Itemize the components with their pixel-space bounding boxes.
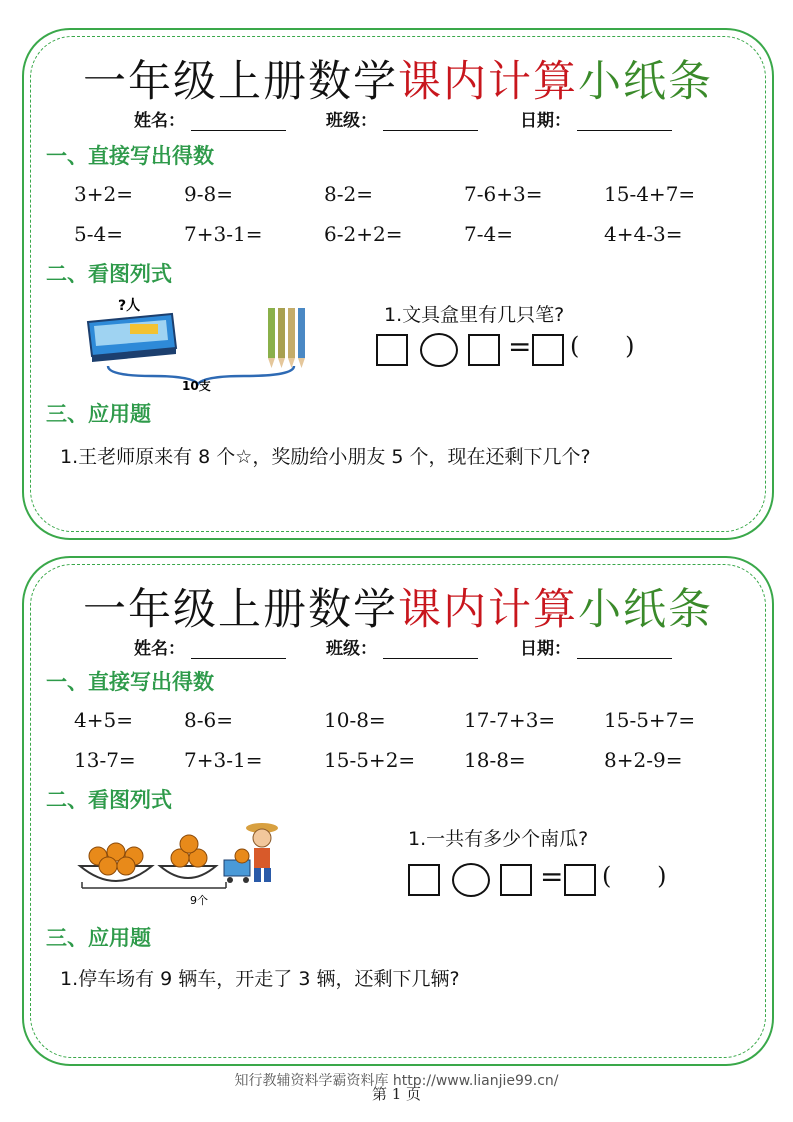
problem-row-1 <box>74 708 754 738</box>
equals-sign: = <box>508 330 532 363</box>
word-problem: 1.王老师原来有 8 个☆，奖励给小朋友 5 个，现在还剩下几个? <box>60 446 591 468</box>
answer-box[interactable] <box>408 864 440 896</box>
problem: 8-2= <box>324 182 373 206</box>
problem: 10-8= <box>324 708 386 732</box>
problem: 9-8= <box>184 182 233 206</box>
problem: 8+2-9= <box>604 748 683 772</box>
problem: 4+4-3= <box>604 222 683 246</box>
answer-box[interactable] <box>468 334 500 366</box>
section-heading-2: 二、看图列式 <box>46 788 172 812</box>
problem: 3+2= <box>74 182 133 206</box>
problem: 13-7= <box>74 748 136 772</box>
problem-row-1 <box>74 182 754 212</box>
name-field[interactable]: 姓名： <box>134 106 286 131</box>
section-heading-1: 一、直接写出得数 <box>46 670 214 694</box>
farmer-cart-icon <box>224 823 278 883</box>
footer-source: 知行教辅资料学霸资料库 http://www.lianjie99.cn/ <box>234 1073 559 1089</box>
card-title: 一年级上册数学课内计算小纸条 <box>83 57 713 107</box>
page-number: 第 1 页 <box>371 1085 422 1103</box>
section-heading-2: 二、看图列式 <box>46 262 172 286</box>
problem: 7-6+3= <box>464 182 543 206</box>
problem: 8-6= <box>184 708 233 732</box>
problem: 15-5+7= <box>604 708 696 732</box>
section-heading-3: 三、应用题 <box>46 926 151 950</box>
word-problem: 1.停车场有 9 辆车，开走了 3 辆，还剩下几辆? <box>60 968 460 990</box>
pumpkin-plate-icon <box>160 835 216 878</box>
problem-row-2 <box>74 222 754 252</box>
problem: 7+3-1= <box>184 748 263 772</box>
picture-question: 1.一共有多少个南瓜? <box>408 828 589 850</box>
pencil-case-icon <box>88 314 176 362</box>
pencil-box-picture <box>80 292 320 394</box>
class-field[interactable]: 班级： <box>326 634 478 659</box>
pumpkin-picture <box>76 816 286 912</box>
problem: 5-4= <box>74 222 123 246</box>
problem: 4+5= <box>74 708 133 732</box>
problem-row-2 <box>74 748 754 778</box>
answer-box[interactable] <box>532 334 564 366</box>
card-title: 一年级上册数学课内计算小纸条 <box>83 585 713 635</box>
worksheet-card-1 <box>22 28 774 540</box>
total-label: 10支 <box>182 379 211 393</box>
pencils-icon <box>268 308 305 368</box>
equation-boxes <box>408 860 698 900</box>
unit-parens[interactable]: ( ) <box>602 862 667 890</box>
equals-sign: = <box>540 860 564 893</box>
name-field[interactable]: 姓名： <box>134 634 286 659</box>
operator-circle[interactable] <box>420 333 458 367</box>
worksheet-card-2 <box>22 556 774 1066</box>
unknown-label: ?人 <box>118 298 141 314</box>
section-heading-1: 一、直接写出得数 <box>46 144 214 168</box>
answer-box[interactable] <box>376 334 408 366</box>
date-field[interactable]: 日期： <box>520 106 672 131</box>
problem: 17-7+3= <box>464 708 556 732</box>
problem: 18-8= <box>464 748 526 772</box>
total-label: 9个 <box>190 894 208 907</box>
picture-question: 1.文具盒里有几只笔? <box>384 304 565 326</box>
answer-box[interactable] <box>500 864 532 896</box>
problem: 6-2+2= <box>324 222 403 246</box>
pumpkin-plate-icon <box>80 843 152 881</box>
student-info <box>134 634 694 664</box>
equation-boxes <box>376 330 656 370</box>
class-field[interactable]: 班级： <box>326 106 478 131</box>
operator-circle[interactable] <box>452 863 490 897</box>
answer-box[interactable] <box>564 864 596 896</box>
problem: 15-5+2= <box>324 748 416 772</box>
problem: 7-4= <box>464 222 513 246</box>
unit-parens[interactable]: ( ) <box>570 332 635 360</box>
student-info <box>134 106 694 136</box>
problem: 15-4+7= <box>604 182 696 206</box>
problem: 7+3-1= <box>184 222 263 246</box>
section-heading-3: 三、应用题 <box>46 402 151 426</box>
date-field[interactable]: 日期： <box>520 634 672 659</box>
